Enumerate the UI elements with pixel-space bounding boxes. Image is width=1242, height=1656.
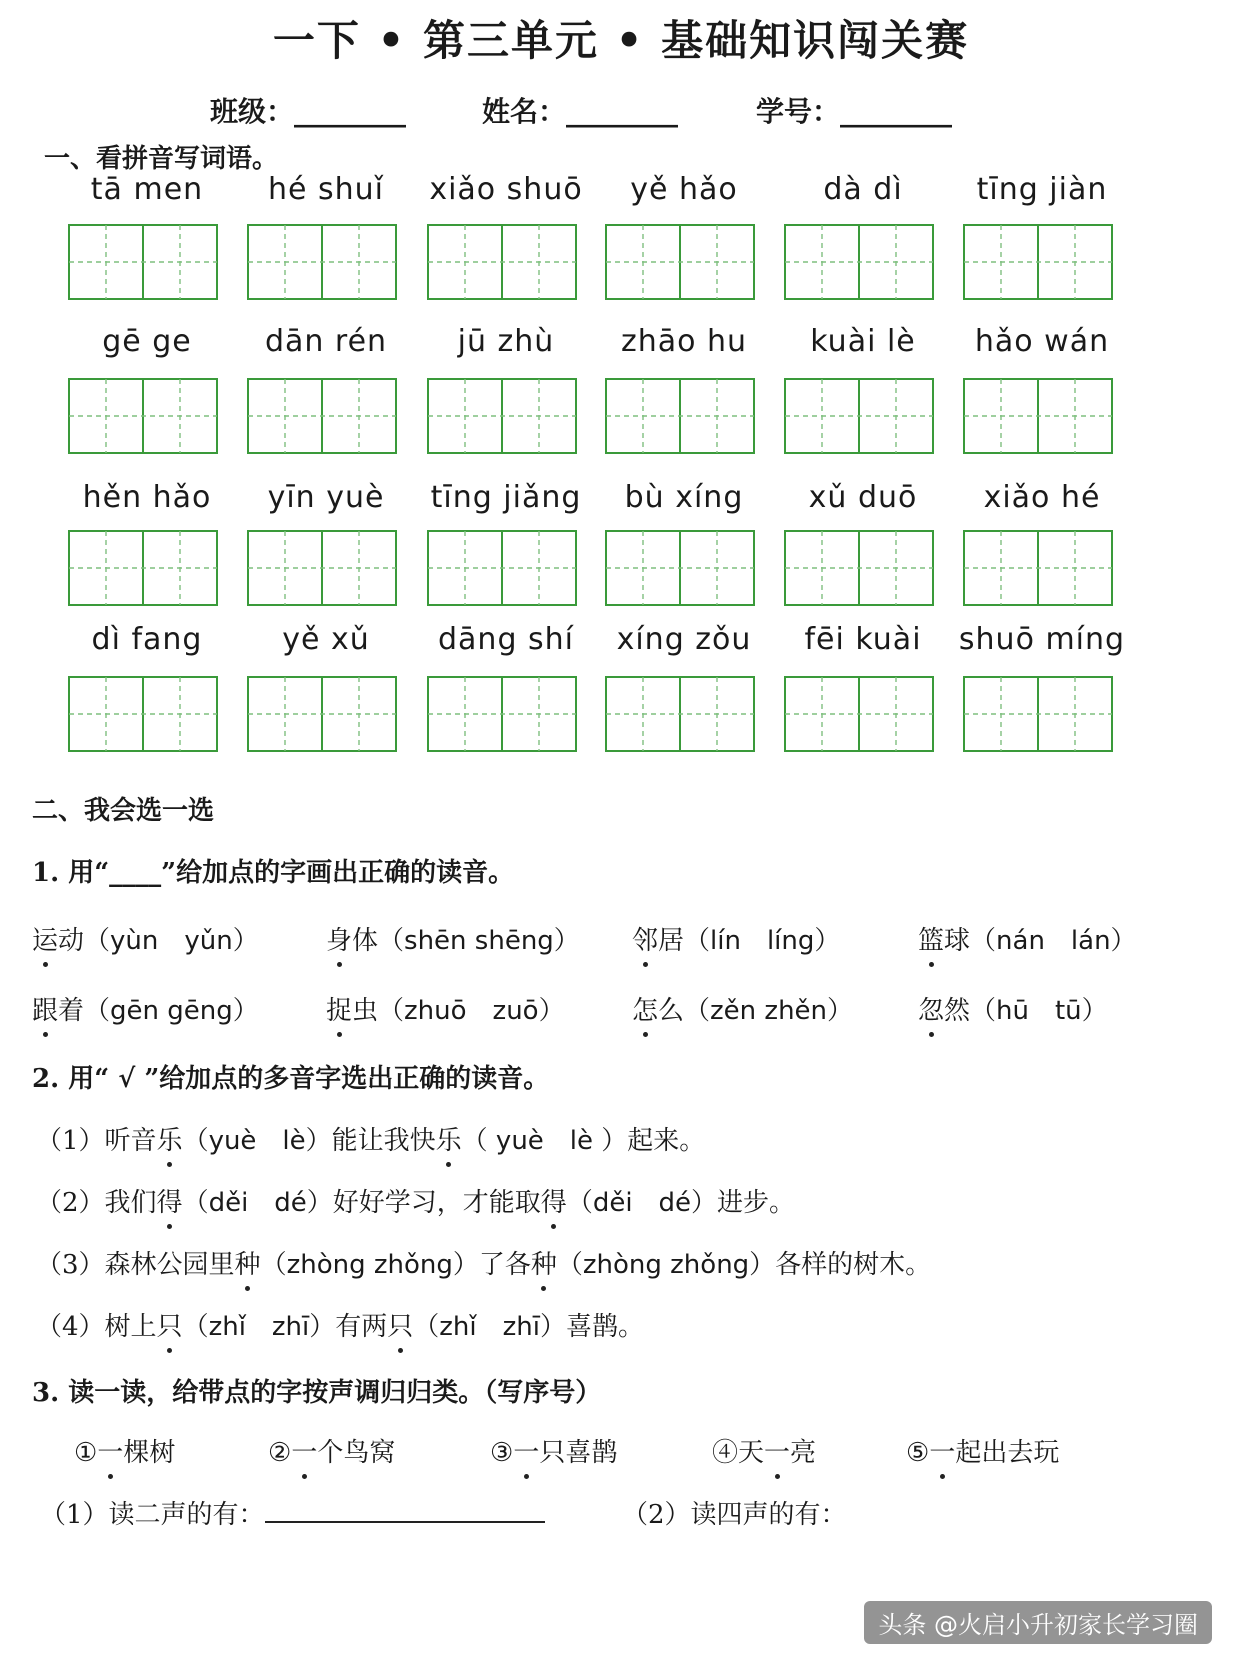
option-number: ③	[490, 1438, 514, 1468]
dotted-char: 身	[326, 920, 352, 957]
pinyin-word: hǎo wán	[974, 324, 1110, 359]
q2-text-a: （3）森林公园里	[36, 1250, 235, 1280]
q1-item[interactable]	[632, 990, 853, 1027]
q2-item[interactable]	[36, 1120, 705, 1157]
q1-item[interactable]	[32, 920, 259, 957]
q2-item[interactable]	[36, 1244, 931, 1281]
writing-grid-box[interactable]	[427, 224, 585, 302]
pinyin-word: gē ge	[102, 324, 192, 359]
writing-grid-box[interactable]	[68, 530, 226, 608]
q3-option	[268, 1432, 395, 1469]
writing-grid-box[interactable]	[963, 378, 1121, 456]
writing-grid-box[interactable]	[247, 224, 405, 302]
dotted-char: 一	[764, 1432, 790, 1469]
pinyin-word: fēi kuài	[804, 622, 922, 657]
q1-item[interactable]	[32, 990, 259, 1027]
writing-grid-box[interactable]	[247, 530, 405, 608]
char: 着	[58, 996, 85, 1026]
q2-item[interactable]	[36, 1306, 644, 1343]
pinyin-word: dān rén	[264, 324, 388, 359]
char: 动	[58, 926, 85, 956]
pinyin-options: （shēn shēng）	[378, 926, 580, 956]
q2-text-c: （zhǐ zhī）喜鹊。	[413, 1312, 644, 1342]
page-title: 一下 • 第三单元 • 基础知识闯关赛	[272, 16, 970, 65]
q3-answer-1	[40, 1494, 545, 1531]
writing-grid-box[interactable]	[605, 224, 763, 302]
section2-heading: 二、我会选一选	[32, 796, 215, 826]
dotted-char: 乐	[157, 1120, 183, 1157]
pinyin-options: （yùn yǔn）	[84, 926, 259, 956]
writing-grid-box[interactable]	[605, 378, 763, 456]
char: 球	[944, 926, 971, 956]
char: 虫	[352, 996, 379, 1026]
q2-text-b: （děi dé）好好学习，才能取	[182, 1188, 541, 1218]
q3-option	[712, 1432, 816, 1469]
pinyin-word: yě xǔ	[282, 622, 370, 657]
q2-text-a: （1）听音	[36, 1126, 157, 1156]
q1-label: 1. 用“____”给加点的字画出正确的读音。	[32, 858, 515, 888]
option-number: ②	[268, 1438, 292, 1468]
q1-item[interactable]	[632, 920, 840, 957]
q2-label: 2. 用“ √ ”给加点的多音字选出正确的读音。	[32, 1064, 550, 1094]
q3-label: 3. 读一读，给带点的字按声调归归类。（写序号）	[32, 1378, 602, 1408]
q3-answer-2	[622, 1494, 847, 1531]
q1-item[interactable]	[918, 990, 1108, 1027]
dotted-char: 一	[929, 1432, 955, 1469]
dotted-char: 篮	[918, 920, 944, 957]
pinyin-word: zhāo hu	[620, 324, 748, 359]
q2-text-a: （4）树上	[36, 1312, 157, 1342]
dotted-char: 捉	[326, 990, 352, 1027]
dotted-char: 怎	[632, 990, 658, 1027]
pinyin-options: （zěn zhěn）	[684, 996, 854, 1026]
pinyin-word: kuài lè	[810, 324, 916, 359]
pinyin-word: dì fang	[91, 622, 203, 657]
writing-grid-box[interactable]	[427, 378, 585, 456]
pinyin-word: dà dì	[823, 172, 903, 207]
pinyin-options: （nán lán）	[970, 926, 1137, 956]
pinyin-word: dāng shí	[438, 622, 574, 657]
char: 居	[658, 926, 685, 956]
pinyin-word: tā men	[90, 172, 204, 207]
dotted-char: 得	[541, 1182, 567, 1219]
q1-item[interactable]	[918, 920, 1137, 957]
pinyin-word: xǔ duō	[808, 480, 918, 515]
option-number: ⑤	[906, 1438, 930, 1468]
pinyin-word: shuō míng	[958, 622, 1126, 657]
writing-grid-box[interactable]	[784, 224, 942, 302]
writing-grid-box[interactable]	[784, 676, 942, 754]
char: 体	[352, 926, 379, 956]
q3-option	[74, 1432, 175, 1469]
q2-text-b: （yuè lè）能让我快	[182, 1126, 436, 1156]
writing-grid-box[interactable]	[427, 676, 585, 754]
pinyin-word: xíng zǒu	[616, 622, 752, 657]
pinyin-options: （gēn gēng）	[84, 996, 259, 1026]
dotted-char: 邻	[632, 920, 658, 957]
writing-grid-box[interactable]	[963, 676, 1121, 754]
pinyin-word: xiǎo hé	[983, 480, 1101, 515]
section1-heading: 一、看拼音写词语。	[44, 144, 279, 174]
option-number: ①	[74, 1438, 98, 1468]
dotted-char: 种	[235, 1244, 261, 1281]
writing-grid-box[interactable]	[605, 530, 763, 608]
dotted-char: 得	[157, 1182, 183, 1219]
writing-grid-box[interactable]	[247, 676, 405, 754]
writing-grid-box[interactable]	[963, 530, 1121, 608]
dotted-char: 忽	[918, 990, 944, 1027]
char: 么	[658, 996, 685, 1026]
pinyin-word: yě hǎo	[630, 172, 738, 207]
writing-grid-box[interactable]	[784, 378, 942, 456]
writing-grid-box[interactable]	[68, 224, 226, 302]
dotted-char: 运	[32, 920, 58, 957]
dotted-char: 只	[157, 1306, 183, 1343]
dotted-char: 一	[291, 1432, 317, 1469]
option-rest: 只喜鹊	[539, 1438, 618, 1468]
q2-text-c: （děi dé）进步。	[566, 1188, 796, 1218]
q3-answer-1-blank[interactable]	[265, 1495, 545, 1523]
student-id-field[interactable]: 学号：________	[756, 95, 953, 128]
dotted-char: 乐	[436, 1120, 462, 1157]
char: 然	[944, 996, 971, 1026]
q2-text-c: （ yuè lè ）起来。	[461, 1126, 706, 1156]
q3-option	[906, 1432, 1059, 1469]
writing-grid-box[interactable]	[68, 378, 226, 456]
option-pre: 天	[738, 1438, 765, 1468]
dotted-char: 一	[97, 1432, 123, 1469]
q1-item[interactable]	[326, 990, 565, 1027]
q1-item[interactable]	[326, 920, 580, 957]
name-field[interactable]: 姓名：________	[482, 95, 679, 128]
writing-grid-box[interactable]	[247, 378, 405, 456]
dotted-char: 只	[387, 1306, 413, 1343]
q2-text-b: （zhòng zhǒng）了各	[260, 1250, 531, 1280]
option-rest: 亮	[790, 1438, 817, 1468]
q2-text-c: （zhòng zhǒng）各样的树木。	[556, 1250, 932, 1280]
q2-text-a: （2）我们	[36, 1188, 157, 1218]
pinyin-word: bù xíng	[624, 480, 744, 515]
writing-grid-box[interactable]	[784, 530, 942, 608]
option-rest: 起出去玩	[955, 1438, 1060, 1468]
q2-text-b: （zhǐ zhī）有两	[182, 1312, 388, 1342]
pinyin-word: hé shuǐ	[268, 172, 384, 207]
dotted-char: 种	[531, 1244, 557, 1281]
pinyin-word: tīng jiǎng	[430, 480, 582, 515]
option-rest: 个鸟窝	[317, 1438, 396, 1468]
writing-grid-box[interactable]	[427, 530, 585, 608]
pinyin-word: jū zhù	[457, 324, 555, 359]
pinyin-word: xiǎo shuō	[429, 172, 583, 207]
option-rest: 棵树	[123, 1438, 176, 1468]
dotted-char: 跟	[32, 990, 58, 1027]
class-field[interactable]: 班级：________	[210, 95, 407, 128]
option-number: ④	[712, 1438, 739, 1468]
pinyin-options: （hū tū）	[970, 996, 1108, 1026]
q3-answer-1-label: （1）读二声的有：	[40, 1500, 265, 1530]
writing-grid-box[interactable]	[963, 224, 1121, 302]
pinyin-options: （zhuō zuō）	[378, 996, 565, 1026]
watermark: 头条 @火启小升初家长学习圈	[864, 1601, 1212, 1644]
writing-grid-box[interactable]	[605, 676, 763, 754]
q3-answer-2-label: （2）读四声的有：	[622, 1500, 847, 1530]
dotted-char: 一	[513, 1432, 539, 1469]
q3-option	[490, 1432, 617, 1469]
writing-grid-box[interactable]	[68, 676, 226, 754]
pinyin-options: （lín líng）	[684, 926, 841, 956]
q2-item[interactable]	[36, 1182, 795, 1219]
pinyin-word: hěn hǎo	[82, 480, 212, 515]
pinyin-word: yīn yuè	[267, 480, 385, 515]
pinyin-word: tīng jiàn	[976, 172, 1108, 207]
